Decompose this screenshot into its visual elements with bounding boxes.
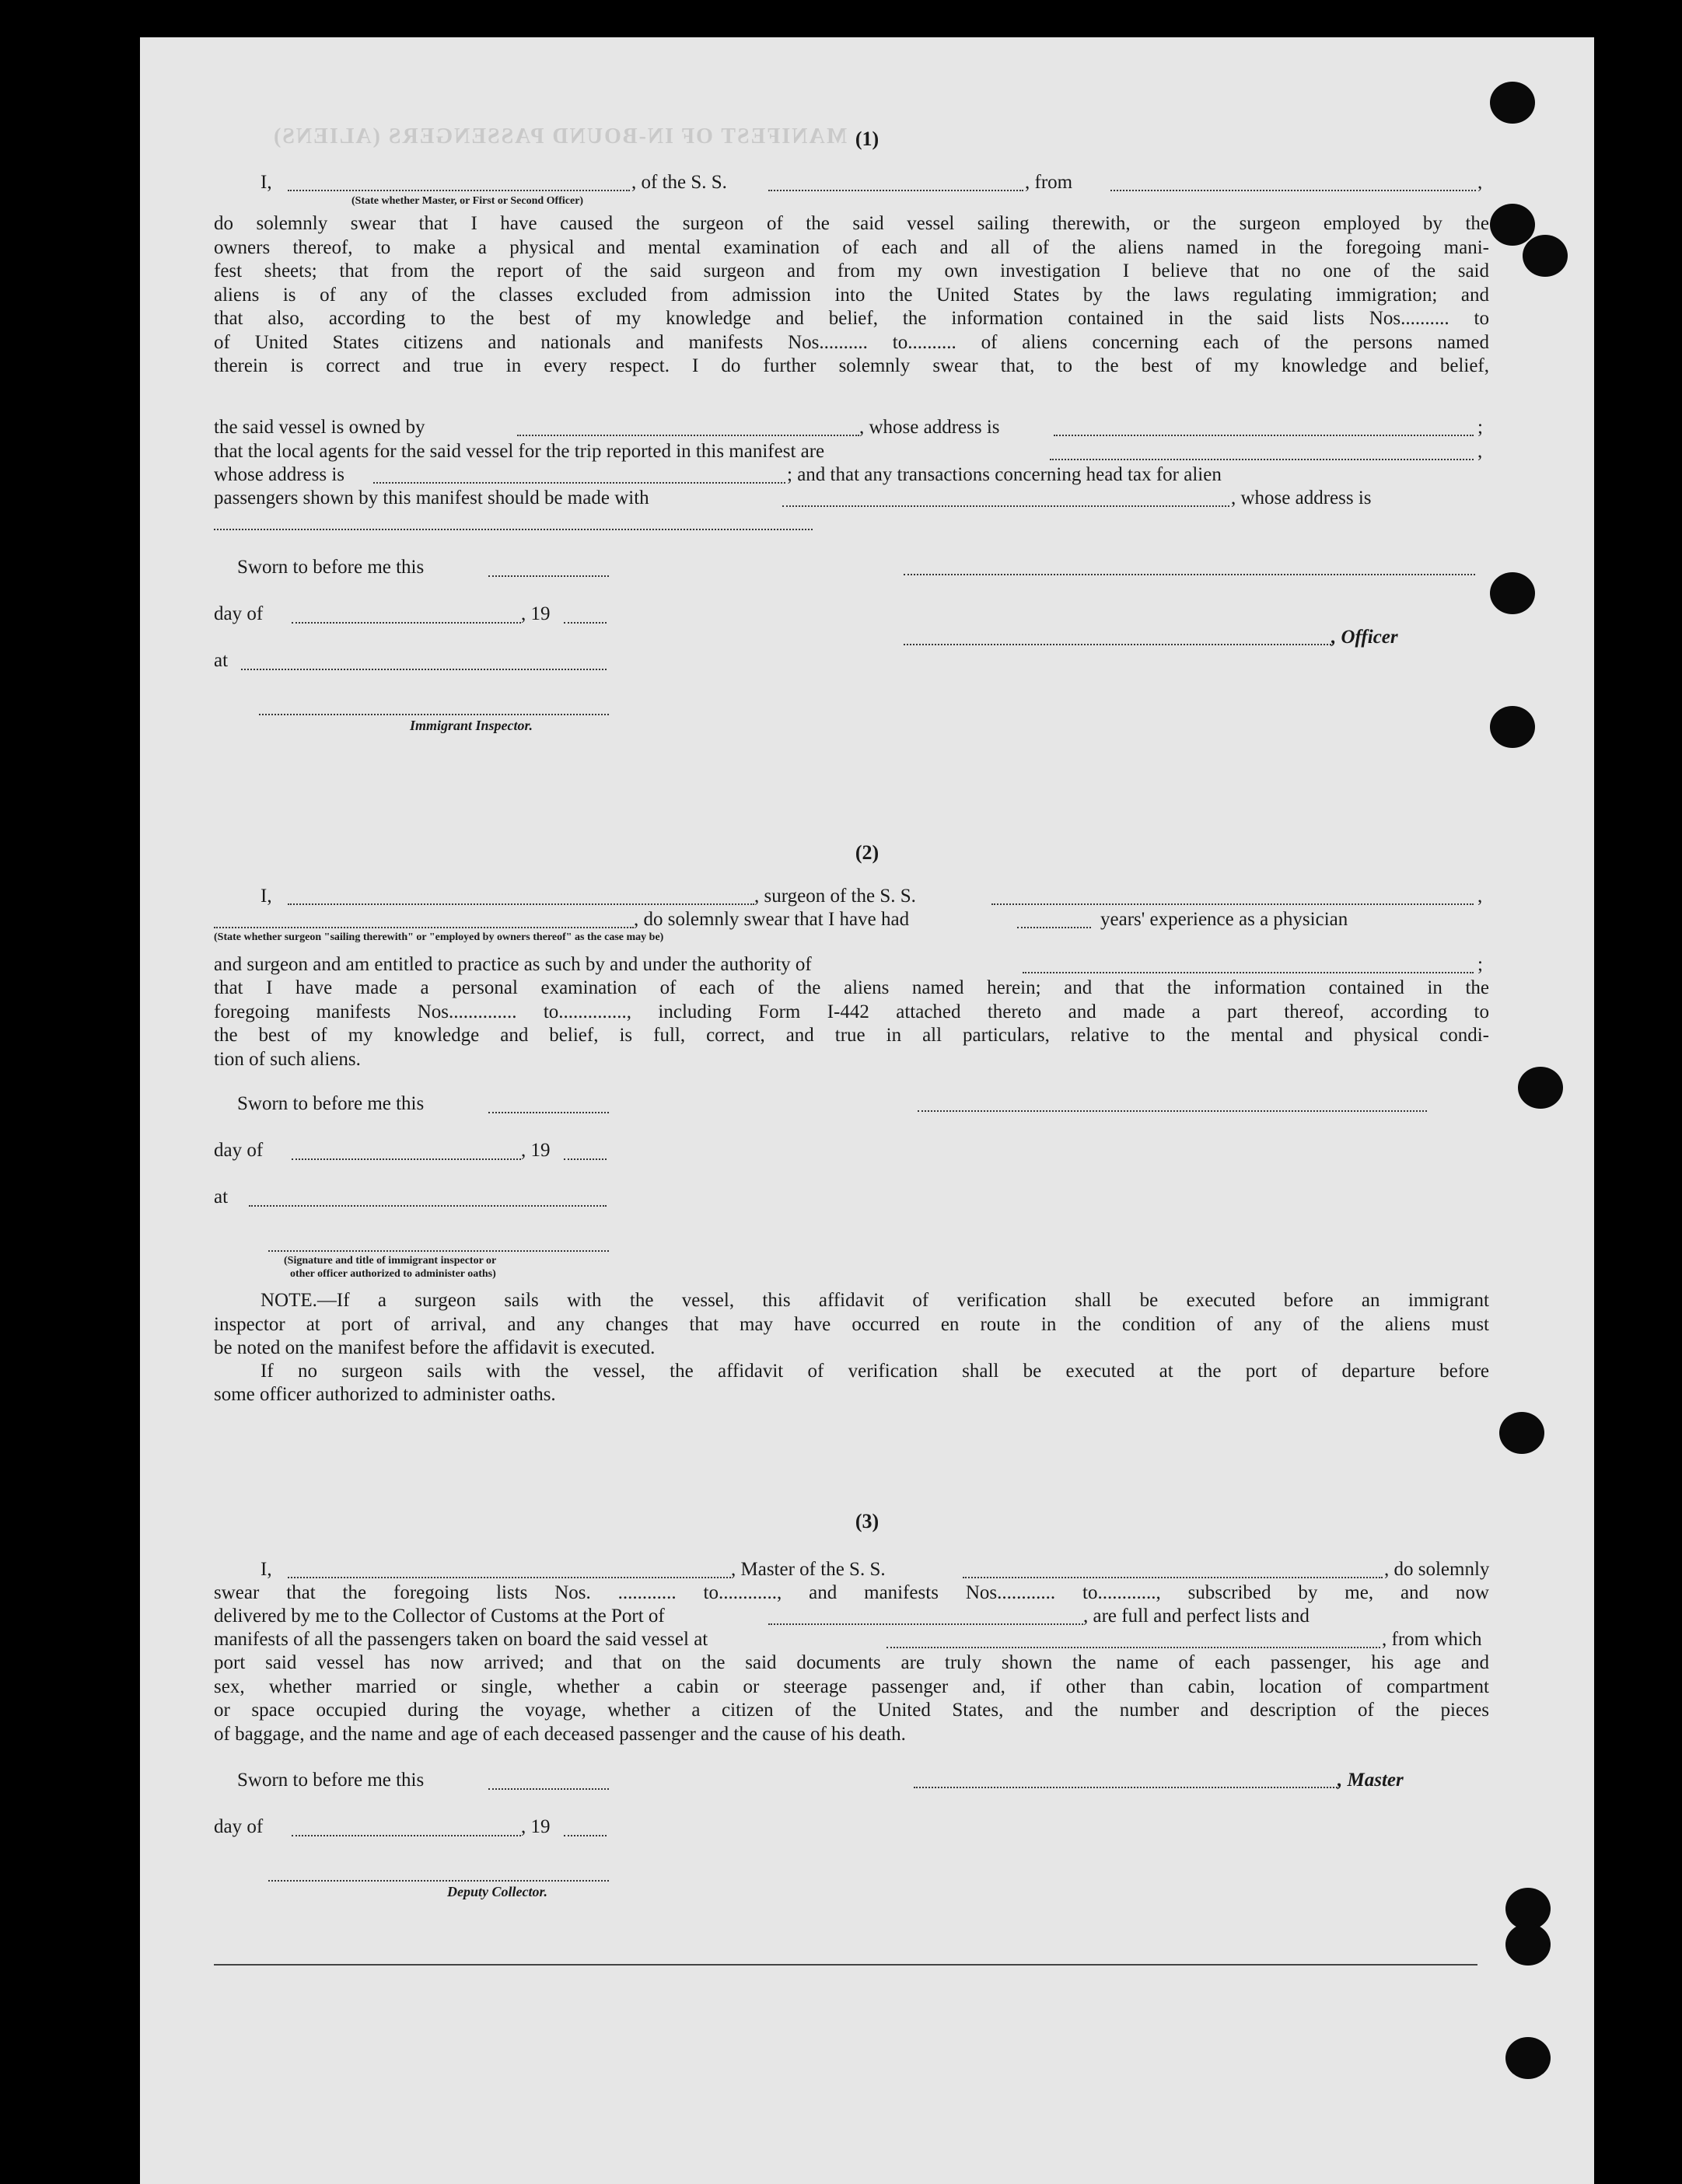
s1-blank-day <box>292 622 521 624</box>
s3-deputy-caption: Deputy Collector. <box>447 1884 547 1899</box>
s3-paragraph <box>214 1651 1489 1723</box>
s2-para-line: foregoing manifests Nos.............. to.............., including Form I-442 attached thereto and made a part thereof, according to <box>214 1001 1489 1022</box>
s1-semicolon: ; <box>1477 417 1483 438</box>
s1-agent-address: whose address is <box>214 464 345 485</box>
s2-blank-authority <box>1023 972 1474 973</box>
note-text: —If a surgeon sails with the vessel, this affidavit of verification shall be executed before an immigrant <box>316 1290 1489 1311</box>
s1-blank-agents <box>1050 459 1474 460</box>
s3-line-1c: , do solemnly <box>1384 1559 1490 1580</box>
s3-para-line: or space occupied during the voyage, whether a citizen of the United States, and the number and description of the pieces <box>214 1700 1489 1721</box>
s3-manifests: manifests of all the passengers taken on board the said vessel at <box>214 1629 708 1650</box>
s3-blank-day <box>292 1835 521 1836</box>
s2-blank-ship <box>991 903 1474 905</box>
s3-last-line: of baggage, and the name and age of each deceased passenger and the cause of his death. <box>214 1724 906 1745</box>
s3-collector: delivered by me to the Collector of Customs at the Port of <box>214 1606 665 1627</box>
s1-blank-owner <box>517 435 859 436</box>
s1-para-line: owners thereof, to make a physical and mental examination of each and all of the aliens named in the foregoing mani- <box>214 236 1489 258</box>
s2-para-line: the best of my knowledge and belief, is full, correct, and true in all particulars, relative to the mental and physical condi- <box>214 1025 1489 1046</box>
document-page <box>140 37 1594 2184</box>
s2-line-2b: years' experience as a physician <box>1100 909 1348 930</box>
s2-blank-sailing <box>214 927 634 928</box>
s1-blank-contact-address <box>214 529 813 530</box>
s2-paragraph <box>214 977 1489 1048</box>
s2-note-2 <box>261 1360 1489 1384</box>
s3-day-of: day of <box>214 1816 264 1837</box>
s1-blank-sworn <box>488 575 609 577</box>
s3-para-line: port said vessel has now arrived; and that on the said documents are truly shown the name of each passenger, his age and <box>214 1652 1489 1673</box>
s1-blank-officer-name <box>288 190 630 191</box>
s1-inspector-caption: Immigrant Inspector. <box>410 718 533 733</box>
s3-line-1b: , Master of the S. S. <box>731 1559 886 1580</box>
section-1-heading: (1) <box>855 128 879 150</box>
s1-year: , 19 <box>521 603 551 624</box>
punch-hole <box>1505 1924 1551 1966</box>
s1-para-line: aliens is of any of the classes excluded from admission into the United States by the laws regulating immigration; and <box>214 284 1489 306</box>
s1-comma: , <box>1477 441 1483 462</box>
punch-hole <box>1490 204 1535 246</box>
s1-para-line: of United States citizens and nationals and manifests Nos.......... to.......... of aliens concerning each of the persons named <box>214 331 1489 353</box>
s2-note-line: inspector at port of arrival, and any changes that may have occurred en route in the condition of any of the aliens must <box>214 1313 1489 1335</box>
s2-sailing-note: (State whether surgeon "sailing therewith" or "employed by owners thereof" as the case may be) <box>214 931 664 943</box>
s2-para-line: that I have made a personal examination of each of the aliens named herein; and that the information contained in the <box>214 977 1489 998</box>
s2-line-1a: I, <box>261 886 272 907</box>
s2-sworn: Sworn to before me this <box>237 1093 425 1114</box>
s1-blank-inspector <box>259 714 609 715</box>
s2-blank-surgeon-name <box>288 903 754 905</box>
s3-line-2 <box>214 1581 1489 1606</box>
s2-sig-caption-1: (Signature and title of immigrant inspector or <box>284 1255 497 1267</box>
s2-last-line: tion of such aliens. <box>214 1049 361 1070</box>
s3-line-1a: I, <box>261 1559 272 1580</box>
s1-line-1d: , <box>1477 172 1483 193</box>
s1-day-of: day of <box>214 603 264 624</box>
s2-blank-inspector <box>268 1250 609 1252</box>
s2-blank-sworn <box>488 1112 609 1113</box>
s2-blank-at <box>249 1205 607 1207</box>
s1-blank-signature <box>904 574 1475 575</box>
s3-para-line: swear that the foregoing lists Nos. ............ to............, and manifests Nos............ to............, subscribed by me, and now <box>214 1582 1489 1603</box>
s1-line-1b: , of the S. S. <box>631 172 727 193</box>
s2-sig-caption-2: other officer authorized to administer oaths) <box>290 1268 496 1280</box>
s3-blank-master-name <box>288 1577 731 1578</box>
s2-blank-day <box>292 1158 521 1160</box>
s1-paragraph <box>214 212 1489 379</box>
s2-note <box>214 1289 1489 1337</box>
s2-at: at <box>214 1186 229 1207</box>
s3-blank-taken-at <box>886 1647 1380 1648</box>
s3-blank-master-signature <box>914 1787 1338 1788</box>
s2-note-line-5: some officer authorized to administer oaths. <box>214 1384 556 1405</box>
s3-blank-year <box>564 1835 607 1836</box>
section-3-heading: (3) <box>855 1510 879 1532</box>
s1-blank-year <box>564 622 607 624</box>
s2-day-of: day of <box>214 1140 264 1161</box>
s3-blank-sworn <box>488 1788 609 1790</box>
s1-blank-owner-address <box>1054 435 1474 436</box>
s1-officer-label: , Officer <box>1331 627 1398 648</box>
s3-blank-ship <box>963 1577 1383 1578</box>
s1-local-agents: that the local agents for the said vessel for the trip reported in this manifest are <box>214 441 825 462</box>
s1-owned-by: the said vessel is owned by <box>214 417 425 438</box>
s1-blank-officer-signature <box>904 644 1331 645</box>
s2-note-line-4: If no surgeon sails with the vessel, the affidavit of verification shall be executed at the port of departure before <box>261 1361 1489 1382</box>
s1-officer-note: (State whether Master, or First or Second Officer) <box>351 195 584 207</box>
s2-line-1c: , <box>1477 886 1483 907</box>
s3-blank-deputy <box>268 1880 609 1882</box>
s2-line-2a: , do solemnly swear that I have had <box>634 909 910 930</box>
s3-sworn: Sworn to before me this <box>237 1770 425 1791</box>
s2-line-1b: , surgeon of the S. S. <box>754 886 916 907</box>
punch-hole <box>1490 82 1535 124</box>
s1-at: at <box>214 650 229 671</box>
s1-blank-from-port <box>1110 190 1476 191</box>
s3-full-lists: , are full and perfect lists and <box>1083 1606 1310 1627</box>
bottom-rule <box>214 1964 1477 1966</box>
note-label: NOTE. <box>261 1290 317 1311</box>
s1-para-line: that also, according to the best of my knowledge and belief, the information contained in the said lists Nos.......... to <box>214 308 1489 329</box>
s2-semicolon: ; <box>1477 954 1483 975</box>
s3-para-line: sex, whether married or single, whether a cabin or steerage passenger and, if other than cabin, location of compartment <box>214 1676 1489 1697</box>
punch-hole <box>1523 235 1568 277</box>
s1-blank-ship-name <box>768 190 1023 191</box>
s3-year: , 19 <box>521 1816 551 1837</box>
punch-hole <box>1499 1412 1544 1454</box>
s2-blank-years <box>1017 927 1091 928</box>
bleed-through-text: MANIFEST OF IN-BOUND PASSENGERS (ALIENS) <box>272 124 848 149</box>
s2-note-line-1 <box>214 1289 1489 1313</box>
punch-hole <box>1490 706 1535 748</box>
s3-blank-port <box>768 1623 1083 1625</box>
s1-para-line: therein is correct and true in every respect. I do further solemnly swear that, to the best of my knowledge and belief, <box>214 355 1489 376</box>
s1-passengers: passengers shown by this manifest should be made with <box>214 487 649 508</box>
punch-hole <box>1518 1067 1563 1109</box>
s3-from-which: , from which <box>1382 1629 1482 1650</box>
punch-hole <box>1490 572 1535 614</box>
s1-blank-contact <box>782 505 1229 507</box>
s1-line-1a: I, <box>261 172 272 193</box>
s1-blank-at <box>241 669 607 670</box>
s1-whose-address: , whose address is <box>859 417 1000 438</box>
punch-hole <box>1505 2037 1551 2079</box>
s2-year: , 19 <box>521 1140 551 1161</box>
s2-blank-signature <box>918 1110 1427 1112</box>
s1-contact-address: , whose address is <box>1231 487 1372 508</box>
s3-master-label: , Master <box>1338 1770 1404 1791</box>
s2-blank-year <box>564 1158 607 1160</box>
s1-line-1c: , from <box>1025 172 1073 193</box>
s1-para-line: do solemnly swear that I have caused the surgeon of the said vessel sailing therewith, or the surgeon employed by the <box>214 213 1489 234</box>
s2-authority: and surgeon and am entitled to practice as such by and under the authority of <box>214 954 812 975</box>
section-2-heading: (2) <box>855 841 879 864</box>
s2-note-line-3: be noted on the manifest before the affidavit is executed. <box>214 1337 656 1358</box>
s1-head-tax: ; and that any transactions concerning head tax for alien <box>787 464 1222 485</box>
s1-para-line: fest sheets; that from the report of the said surgeon and from my own investigation I believe that no one of the said <box>214 260 1489 281</box>
s1-sworn: Sworn to before me this <box>237 557 425 578</box>
s1-blank-agent-address <box>373 482 785 484</box>
